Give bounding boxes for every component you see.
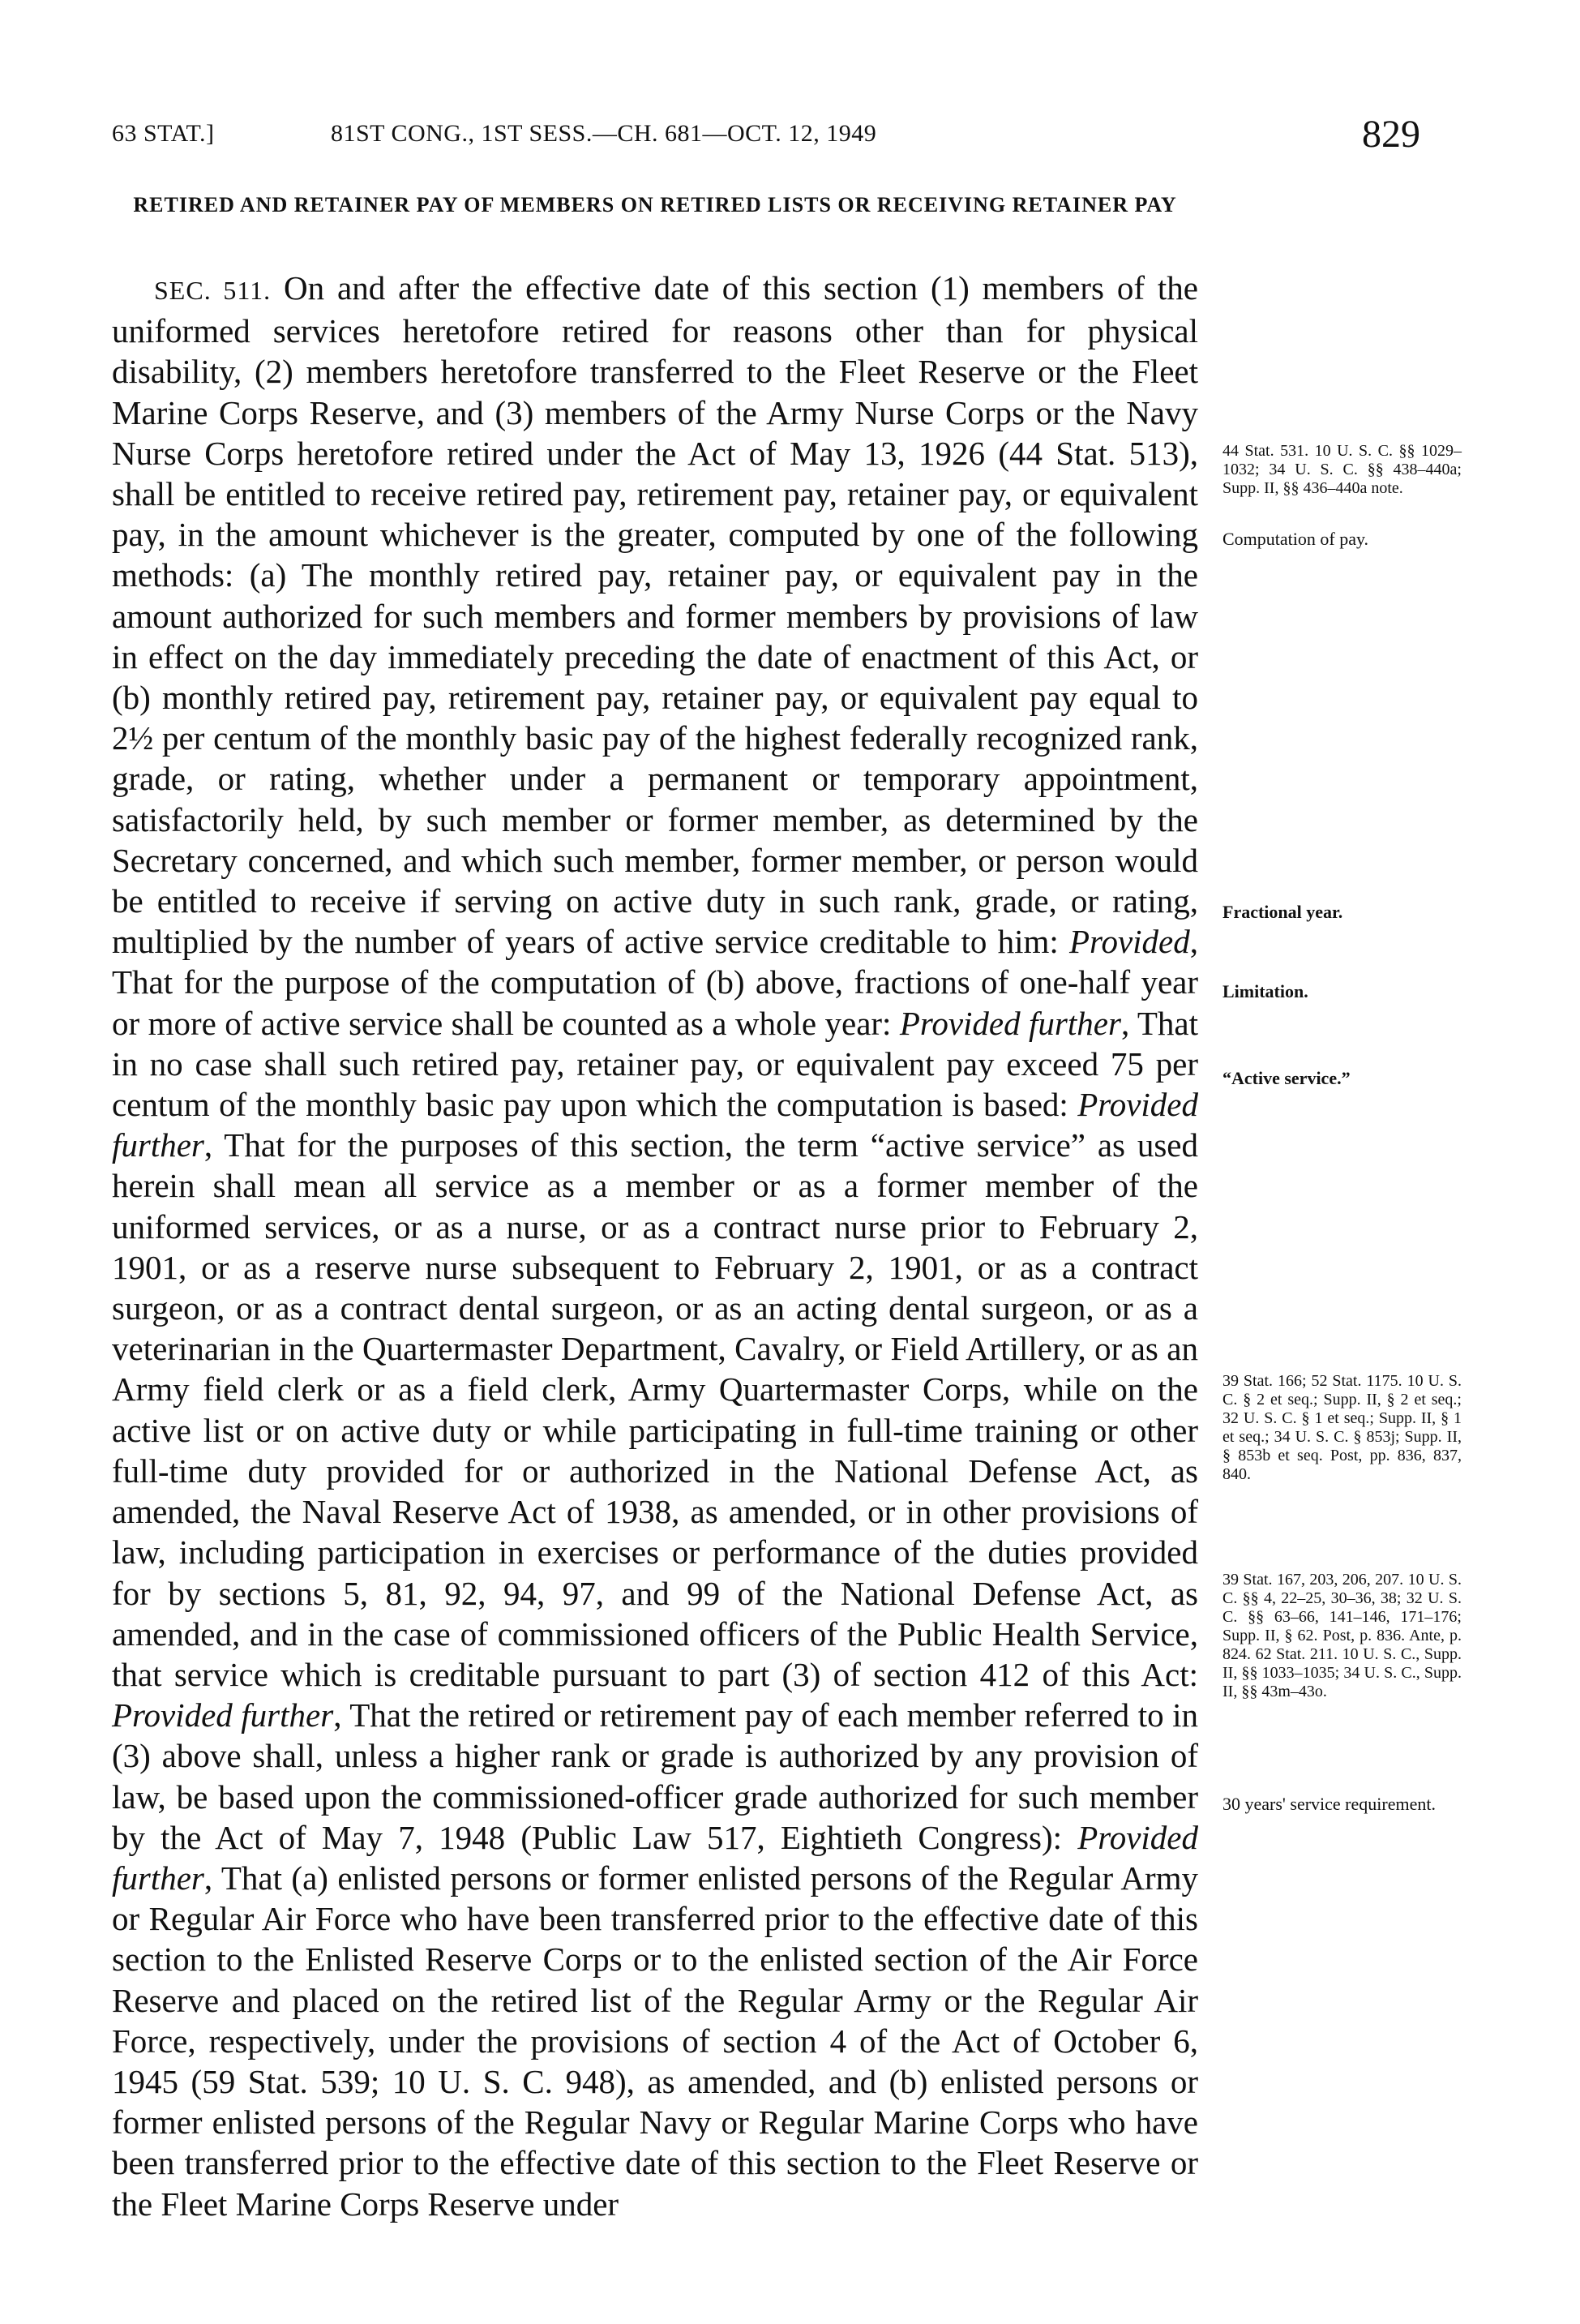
margin-note-computation-of-pay: Computation of pay. — [1222, 529, 1369, 549]
margin-note-limitation: Limitation. — [1222, 981, 1308, 1001]
margin-note-citation: 44 Stat. 531. 10 U. S. C. §§ 1029–1032; 34 U. S. C. §§ 438–440a; Supp. II, §§ 436–440a note. — [1222, 442, 1462, 497]
text-run: , That the retired or retirement pay of each member referred to in (3) above shall, unless a higher rank or grade is authorized by any provision of law, be based upon the commissioned-officer grade authorized for such member by the Act of May 7, 1948 (Public Law 517, Eightieth Congress): — [112, 1696, 1199, 1856]
proviso-keyword: Provided — [1068, 923, 1190, 961]
margin-note-fractional-year: Fractional year. — [1222, 902, 1343, 922]
margin-note-citation: 39 Stat. 167, 203, 206, 207. 10 U. S. C. §§ 4, 22–25, 30–36, 38; 32 U. S. C. §§ 63–66, 141–146, 171–176; Supp. II, § 62. Post, p. 836. Ante, p. 824. 62 Stat. 211. 10 U. S. C., Supp. II, §§ 1033–1035; 34 U. S. C., Supp. II, §§ 43m–43o. — [1222, 1571, 1462, 1700]
body-text — [112, 268, 1198, 2224]
proviso-keyword: Provided further — [112, 1818, 1198, 1897]
text-run: , That for the purposes of this section, the term “active service” as used herein shall mean all service as a member or as a former member of the uniformed services, or as a nurse, or as a contract nurse prior to February 2, 1901, or as a reserve nurse subsequent to February 2, 1901, or as a contract surgeon, or as a contract dental surgeon, or as an acting dental surgeon, or as a veterinarian in the Quartermaster Department, Cavalry, or Field Artillery, or as an Army field clerk or as a field clerk, Army Quartermaster Corps, while on the active list or on active duty or while participating in full-time training or other full-time duty provided for or authorized in the National Defense Act, as amended, the Naval Reserve Act of 1938, as amended, or in other provisions of law, including participation in exercises or performance of the duties provided for by sections 5, 81, 92, 94, 97, and 99 of the National Defense Act, as amended, and in the case of commissioned officers of the Public Health Service, that service which is creditable pursuant to part (3) of section 412 of this Act: — [112, 1126, 1198, 1693]
text-run: , That in no case shall such retired pay, retainer pay, or equivalent pay exceed 75 per centum of the monthly basic pay upon which the computation is based: — [112, 1004, 1198, 1124]
proviso-keyword: Provided further — [112, 1086, 1198, 1164]
running-head-left: 63 STAT.] — [112, 120, 215, 147]
running-head-center: 81ST CONG., 1ST SESS.—CH. 681—OCT. 12, 1949 — [331, 120, 877, 147]
proviso-keyword: Provided further — [112, 1696, 334, 1734]
section-label: SEC. 511. — [154, 276, 272, 305]
text-run: , That for the purpose of the computation of (b) above, fractions of one-half year or more of active service shall be counted as a whole year: — [112, 923, 1198, 1042]
section-511-paragraph — [112, 268, 1198, 2224]
page-number: 829 — [1362, 113, 1420, 156]
text-run: , That (a) enlisted persons or former enlisted persons of the Regular Army or Regular Air Force who have been transferred prior to the effective date of this section to the Enlisted Reserve Corps or to the enlisted section of the Air Force Reserve and placed on the retired list of the Regular Army or the Regular Air Force, respectively, under the provisions of section 4 of the Act of October 6, 1945 (59 Stat. 539; 10 U. S. C. 948), as amended, and (b) enlisted persons or former enlisted persons of the Regular Navy or Regular Marine Corps who have been transferred prior to the effective date of this section to the Fleet Reserve or the Fleet Marine Corps Reserve under — [112, 1859, 1198, 2223]
margin-note-active-service: “Active service.” — [1222, 1068, 1351, 1088]
margin-note-30-years-service: 30 years' service requirement. — [1222, 1794, 1436, 1814]
section-heading: RETIRED AND RETAINER PAY OF MEMBERS ON RETIRED LISTS OR RECEIVING RETAINER PAY — [133, 193, 1177, 217]
proviso-keyword: Provided further — [899, 1004, 1121, 1042]
text-run: On and after the effective date of this section (1) members of the uniformed services heretofore retired for reasons other than for physical disability, (2) members heretofore transferred to the Fleet Reserve or the Fleet Marine Corps Reserve, and (3) members of the Army Nurse Corps or the Navy Nurse Corps heretofore retired under the Act of May 13, 1926 (44 Stat. 513), shall be entitled to receive retired pay, retirement pay, retainer pay, or equivalent pay, in the amount whichever is the greater, computed by one of the following methods: (a) The monthly retired pay, retainer pay, or equivalent pay in the amount authorized for such members and former members by provisions of law in effect on the day immediately preceding the date of enactment of this Act, or (b) monthly retired pay, retirement pay, retainer pay, or equivalent pay equal to 2½ per centum of the monthly basic pay of the highest federally recognized rank, grade, or rating, whether under a permanent or temporary appointment, satisfactorily held, by such member or former member, as determined by the Secretary concerned, and which such member, former member, or person would be entitled to receive if serving on active duty in such rank, grade, or rating, multiplied by the number of years of active service creditable to him: — [112, 269, 1198, 961]
margin-note-citation: 39 Stat. 166; 52 Stat. 1175. 10 U. S. C. § 2 et seq.; Supp. II, § 2 et seq.; 32 U. S. C. § 1 et seq.; Supp. II, § 1 et seq.; 34 U. S. C. § 853j; Supp. II, § 853b et seq. Post, pp. 836, 837, 840. — [1222, 1372, 1462, 1483]
